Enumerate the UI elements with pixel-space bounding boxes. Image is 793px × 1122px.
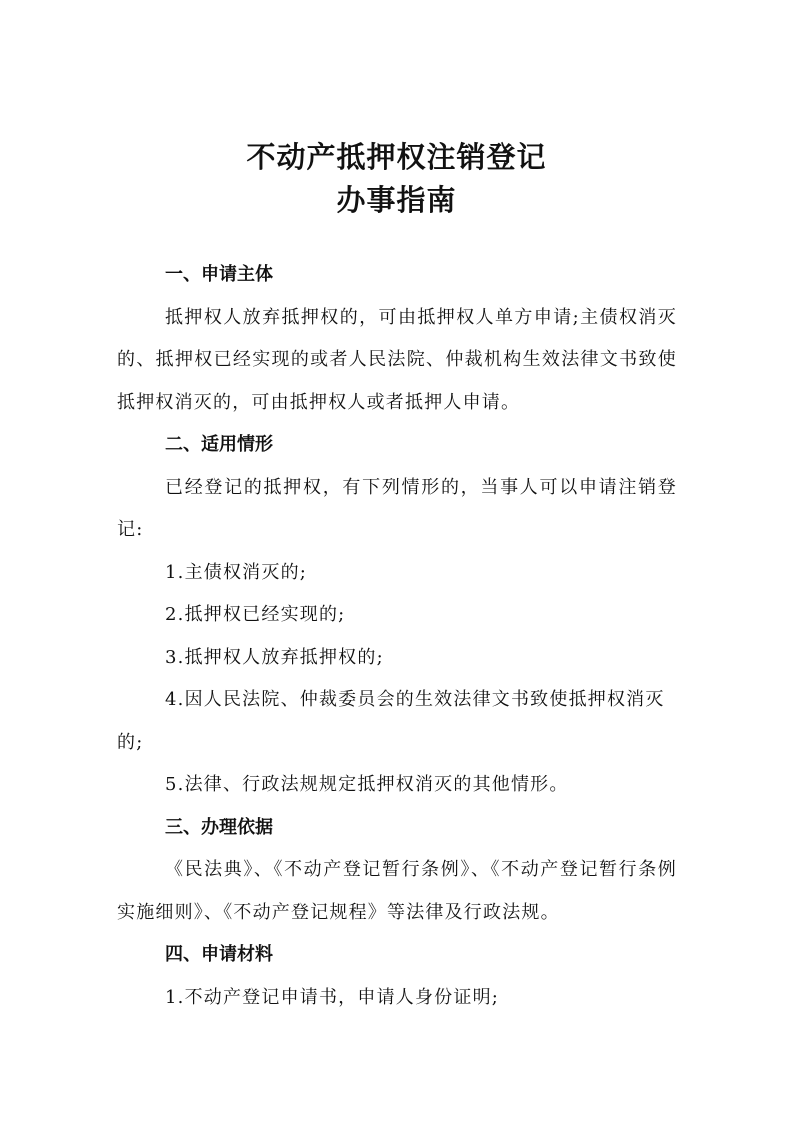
section-heading-legal-basis: 三、办理依据	[165, 816, 273, 838]
section-heading-applicant: 一、申请主体	[165, 264, 273, 285]
section-paragraph-applicable-cases: 已经登记的抵押权，有下列情形的，当事人可以申请注销登记:	[117, 476, 677, 540]
section-heading-applicable-cases: 二、适用情形	[165, 434, 273, 455]
list-item: 5.法律、行政法规规定抵押权消灭的其他情形。	[165, 774, 569, 795]
list-item: 1.不动产登记申请书，申请人身份证明;	[165, 986, 500, 1008]
section-paragraph-applicant: 抵押权人放弃抵押权的，可由抵押权人单方申请;主债权消灭的、抵押权已经实现的或者人民法院、仲裁机构生效法律文书致使抵押权消灭的，可由抵押权人或者抵押人申请。	[117, 306, 677, 413]
list-item: 2.抵押权已经实现的;	[165, 604, 346, 625]
document-subtitle: 办事指南	[336, 183, 457, 217]
section-paragraph-legal-basis: 《民法典》、《不动产登记暂行条例》、《不动产登记暂行条例实施细则》、《不动产登记规程》等法律及行政法规。	[117, 859, 677, 923]
section-heading-materials: 四、申请材料	[165, 944, 273, 965]
list-item: 4.因人民法院、仲裁委员会的生效法律文书致使抵押权消灭的;	[117, 689, 665, 753]
document-body	[117, 254, 677, 1019]
list-item: 3.抵押权人放弃抵押权的;	[165, 646, 384, 668]
document-title: 不动产抵押权注销登记	[246, 140, 547, 174]
list-item: 1.主债权消灭的;	[165, 561, 308, 583]
